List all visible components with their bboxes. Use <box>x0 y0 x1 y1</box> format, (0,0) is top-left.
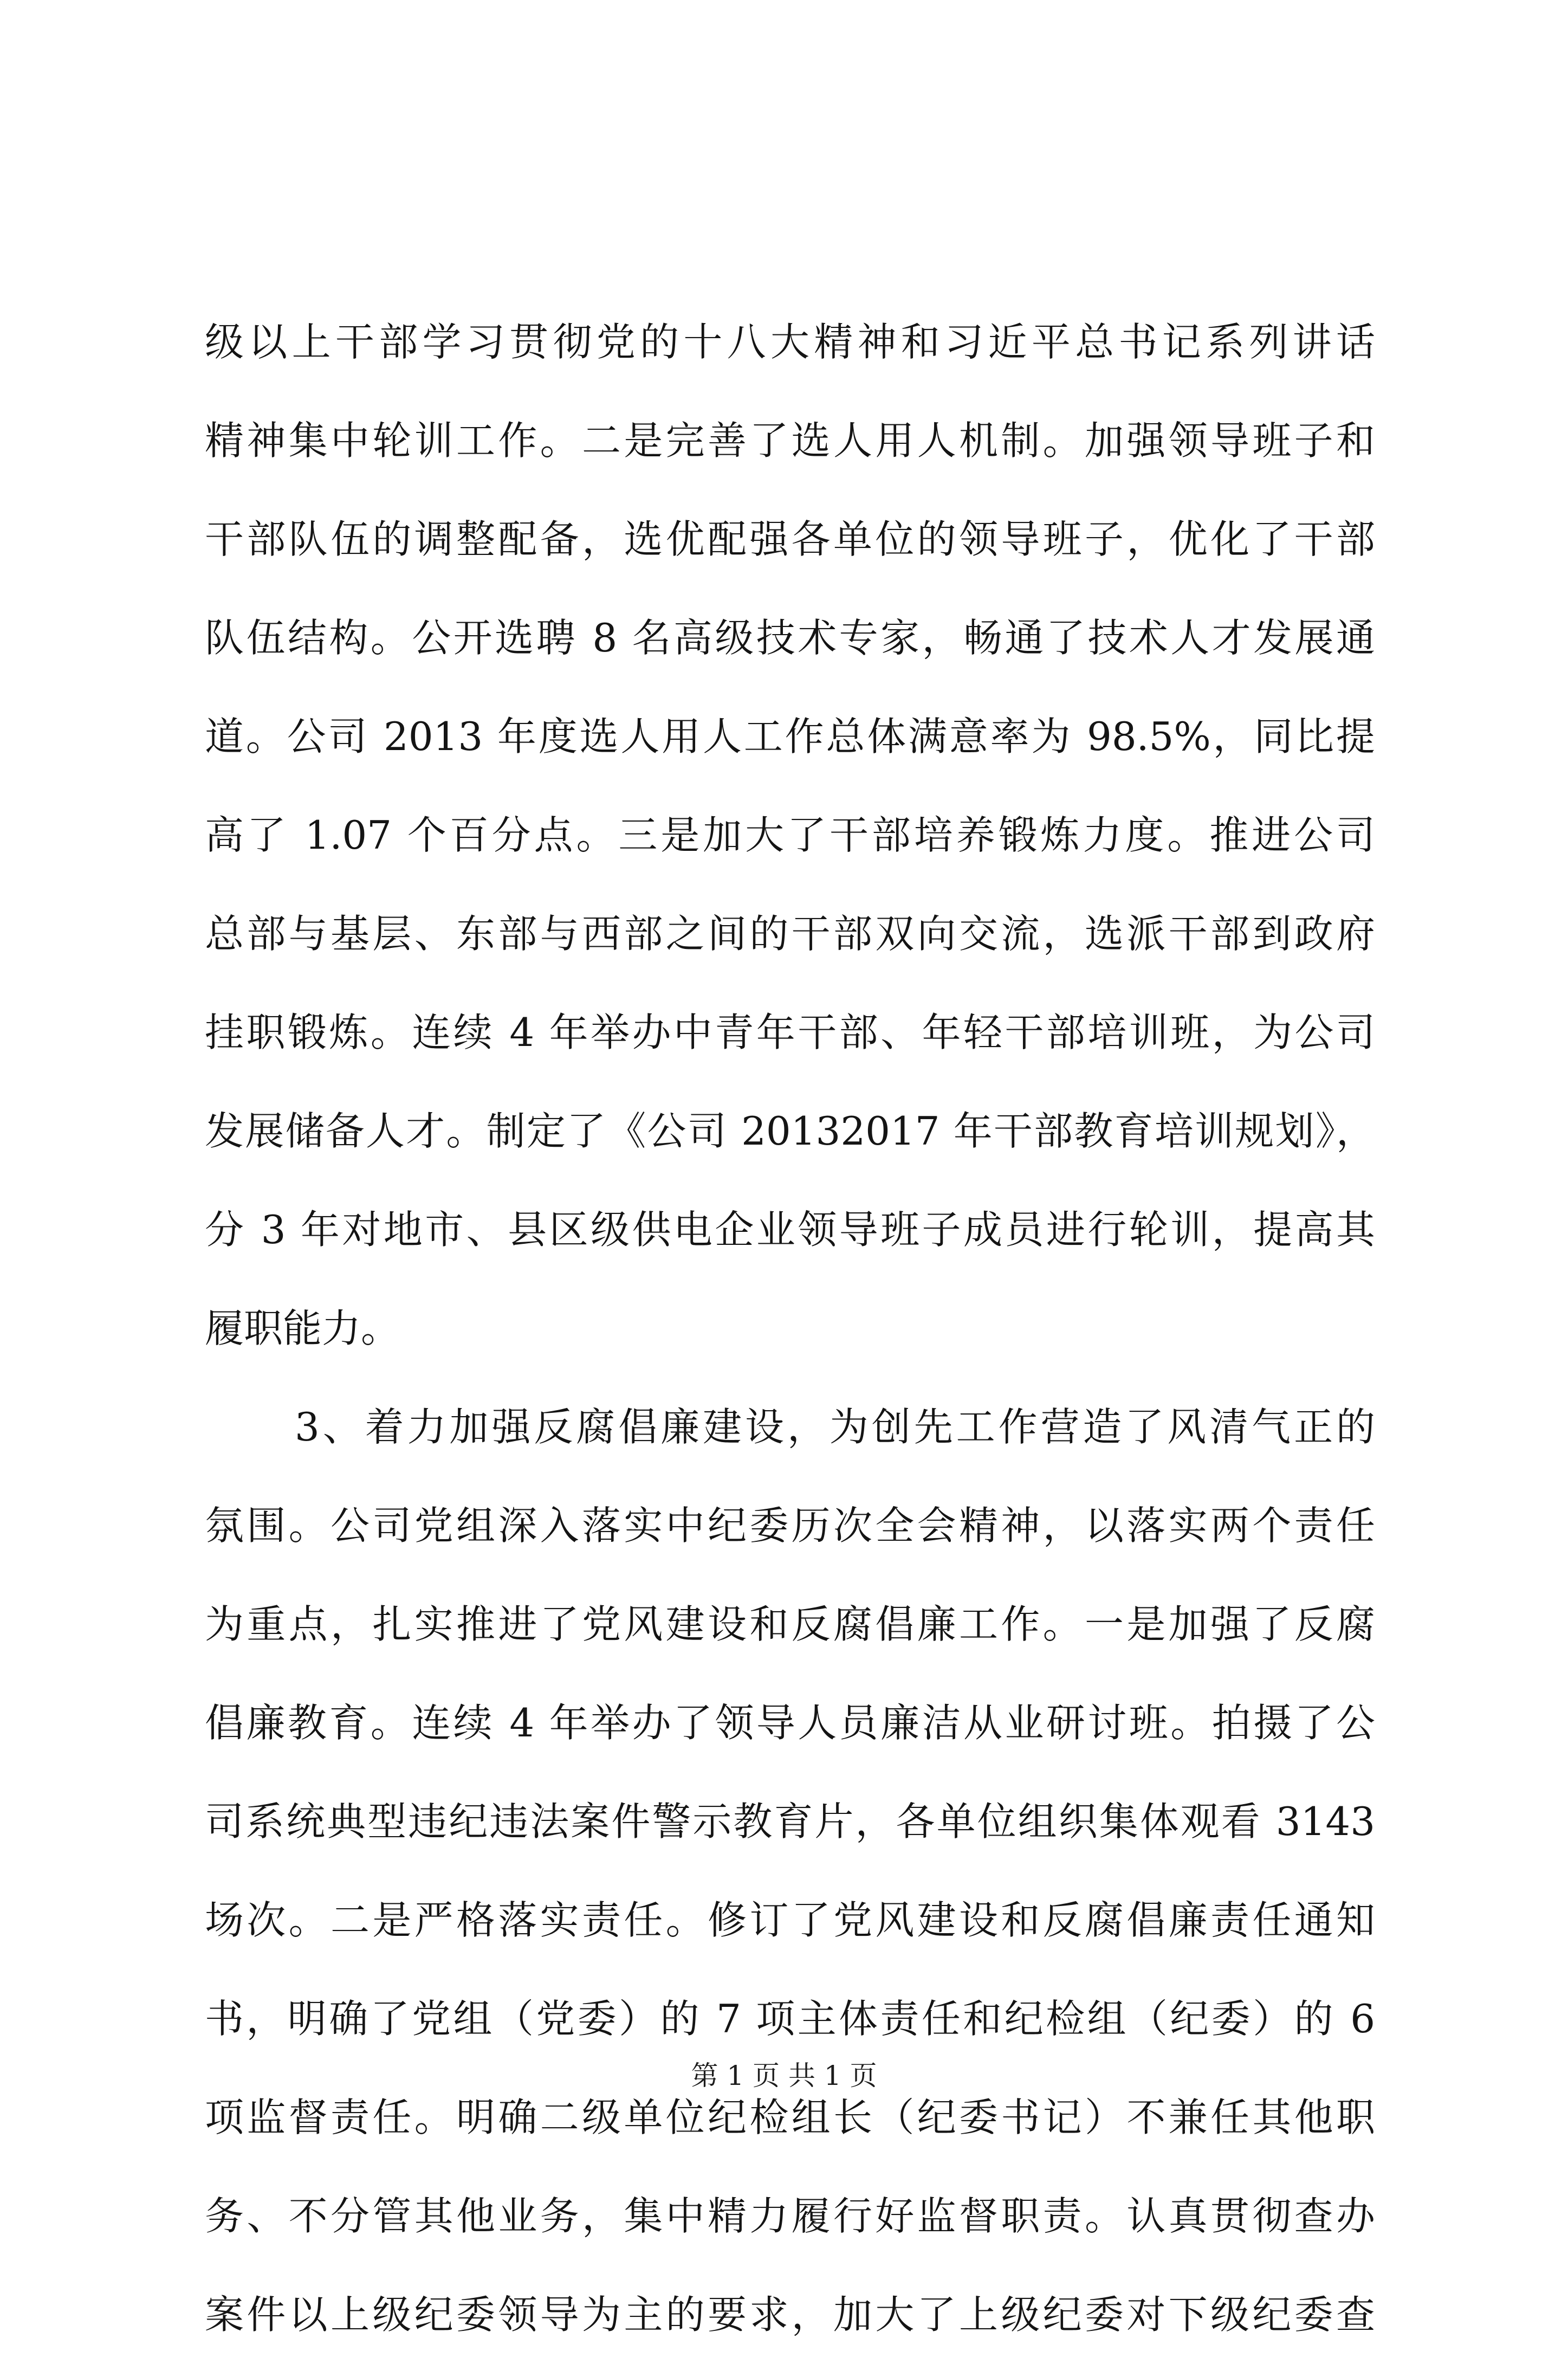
document-body <box>205 293 1375 2364</box>
page-number-label: 第 1 页 共 1 页 <box>691 2060 877 2091</box>
text-line: 分 3 年对地市、县区级供电企业领导班子成员进行轮训，提高其 <box>205 1207 1375 1252</box>
text-line: 高了 1.07 个百分点。三是加大了干部培养锻炼力度。推进公司 <box>205 812 1375 858</box>
text-line: 氛围。公司党组深入落实中纪委历次全会精神，以落实两个责任 <box>205 1503 1375 1548</box>
text-line: 倡廉教育。连续 4 年举办了领导人员廉洁从业研讨班。拍摄了公 <box>205 1700 1375 1746</box>
text-line: 挂职锻炼。连续 4 年举办中青年干部、年轻干部培训班，为公司 <box>205 1010 1375 1055</box>
text-line: 精神集中轮训工作。二是完善了选人用人机制。加强领导班子和 <box>205 418 1375 463</box>
text-line: 为重点，扎实推进了党风建设和反腐倡廉工作。一是加强了反腐 <box>205 1601 1375 1647</box>
text-line: 书，明确了党组（党委）的 7 项主体责任和纪检组（纪委）的 6 <box>205 1996 1375 2042</box>
text-line: 场次。二是严格落实责任。修订了党风建设和反腐倡廉责任通知 <box>205 1897 1375 1943</box>
text-line: 发展储备人才。制定了《公司 20132017 年干部教育培训规划》， <box>205 1108 1375 1154</box>
text-line: 项监督责任。明确二级单位纪检组长（纪委书记）不兼任其他职 <box>205 2095 1375 2140</box>
text-line: 队伍结构。公开选聘 8 名高级技术专家，畅通了技术人才发展通 <box>205 615 1375 661</box>
text-line: 履职能力。 <box>205 1306 400 1351</box>
text-line: 干部队伍的调整配备，选优配强各单位的领导班子，优化了干部 <box>205 516 1375 562</box>
text-line: 总部与基层、东部与西部之间的干部双向交流，选派干部到政府 <box>205 911 1375 957</box>
page-footer <box>0 2057 1568 2095</box>
text-line: 案件以上级纪委领导为主的要求，加大了上级纪委对下级纪委查 <box>205 2292 1375 2337</box>
text-line: 务、不分管其他业务，集中精力履行好监督职责。认真贯彻查办 <box>205 2193 1375 2239</box>
text-line: 级以上干部学习贯彻党的十八大精神和习近平总书记系列讲话 <box>205 319 1375 365</box>
text-line: 道。公司 2013 年度选人用人工作总体满意率为 98.5%，同比提 <box>205 714 1375 759</box>
text-line: 司系统典型违纪违法案件警示教育片，各单位组织集体观看 3143 <box>205 1799 1375 1844</box>
section-heading-line: 3、着力加强反腐倡廉建设，为创先工作营造了风清气正的 <box>295 1404 1375 1450</box>
